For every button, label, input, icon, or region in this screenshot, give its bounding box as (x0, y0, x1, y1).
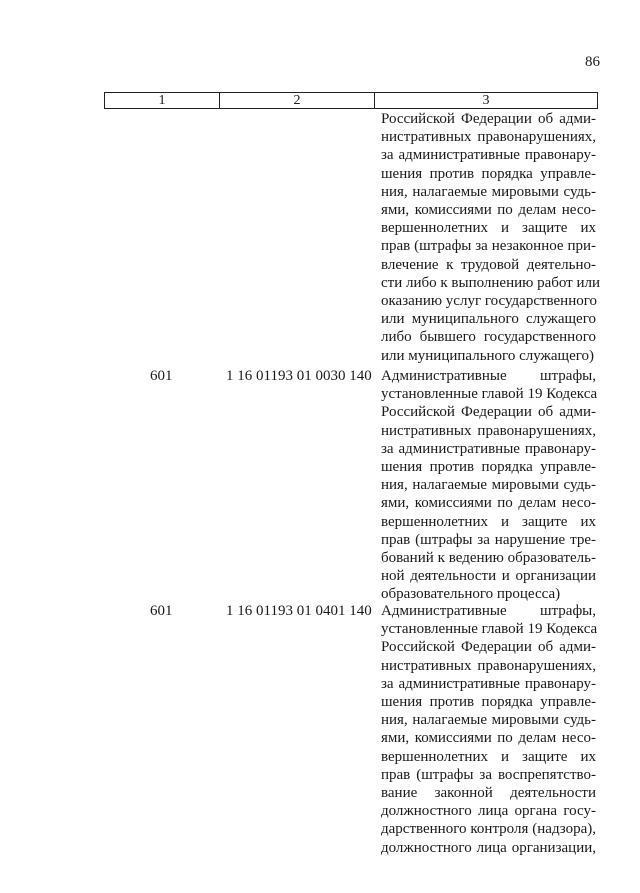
text-line: образовательного процесса) (381, 586, 561, 603)
page-number: 86 (585, 54, 600, 70)
table-header (104, 92, 598, 109)
kbk-code: 1 16 01193 01 0401 140 (226, 603, 372, 619)
text-line: либо бывшего государственного (381, 329, 596, 346)
text-line: прав (штрафы за воспрепятство- (381, 766, 596, 783)
text-line: вершеннолетних и защите их (381, 220, 596, 237)
text-line: бований к ведению образователь- (381, 550, 596, 567)
text-line: шения против порядка управле- (381, 459, 596, 476)
text-line: нистративных правонарушениях, (381, 422, 596, 439)
text-line: ями, комиссиями по делам несо- (381, 730, 596, 747)
header-col-1: 1 (105, 93, 220, 108)
text-line: ной деятельности и организации (381, 568, 596, 585)
text-line: должностного лица организации, (381, 839, 596, 856)
text-line: ями, комиссиями по делам несо- (381, 202, 596, 219)
text-line: за административные правонару- (381, 440, 596, 457)
text-line: за административные правонару- (381, 147, 596, 164)
text-line: прав (штрафы за нарушение тре- (381, 531, 596, 548)
text-line: вершеннолетних и защите их (381, 748, 596, 765)
text-line: Российской Федерации об адми- (381, 111, 596, 127)
text-line: прав (штрафы за незаконное при- (381, 238, 596, 255)
header-col-3: 3 (482, 93, 490, 108)
text-line: Российской Федерации об адми- (381, 404, 596, 421)
admin-code: 601 (150, 368, 173, 384)
continuation-description (381, 110, 601, 365)
text-line: Административные штрафы, (381, 368, 596, 384)
text-line: установленные главой 19 Кодекса (381, 621, 598, 638)
header-col-2: 2 (220, 93, 375, 108)
text-line: Административные штрафы, (381, 603, 596, 619)
text-line: установленные главой 19 Кодекса (381, 386, 598, 403)
text-line: шения против порядка управле- (381, 694, 596, 711)
text-line: оказанию услуг государственного (381, 293, 598, 310)
text-line: влечение к трудовой деятельно- (381, 256, 596, 273)
kbk-code: 1 16 01193 01 0030 140 (226, 368, 372, 384)
row-description (381, 602, 596, 857)
text-line: должностного лица органа госу- (381, 803, 596, 820)
text-line: ния, налагаемые мировыми судь- (381, 712, 596, 729)
text-line: сти либо к выполнению работ или (381, 274, 601, 291)
text-line: ями, комиссиями по делам несо- (381, 495, 596, 512)
text-line: вершеннолетних и защите их (381, 513, 596, 530)
text-line: нистративных правонарушениях, (381, 657, 596, 674)
text-line: дарственного контроля (надзора), (381, 821, 596, 838)
text-line: нистративных правонарушениях, (381, 129, 596, 146)
row-description (381, 367, 596, 604)
text-line: или муниципального служащего (381, 311, 596, 328)
admin-code: 601 (150, 603, 173, 619)
text-line: вание законной деятельности (381, 785, 596, 802)
text-line: Российской Федерации об адми- (381, 639, 596, 656)
text-line: шения против порядка управле- (381, 165, 596, 182)
text-line: за административные правонару- (381, 675, 596, 692)
text-line: ния, налагаемые мировыми судь- (381, 477, 596, 494)
text-line: или муниципального служащего) (381, 347, 595, 364)
text-line: ния, налагаемые мировыми судь- (381, 183, 596, 200)
